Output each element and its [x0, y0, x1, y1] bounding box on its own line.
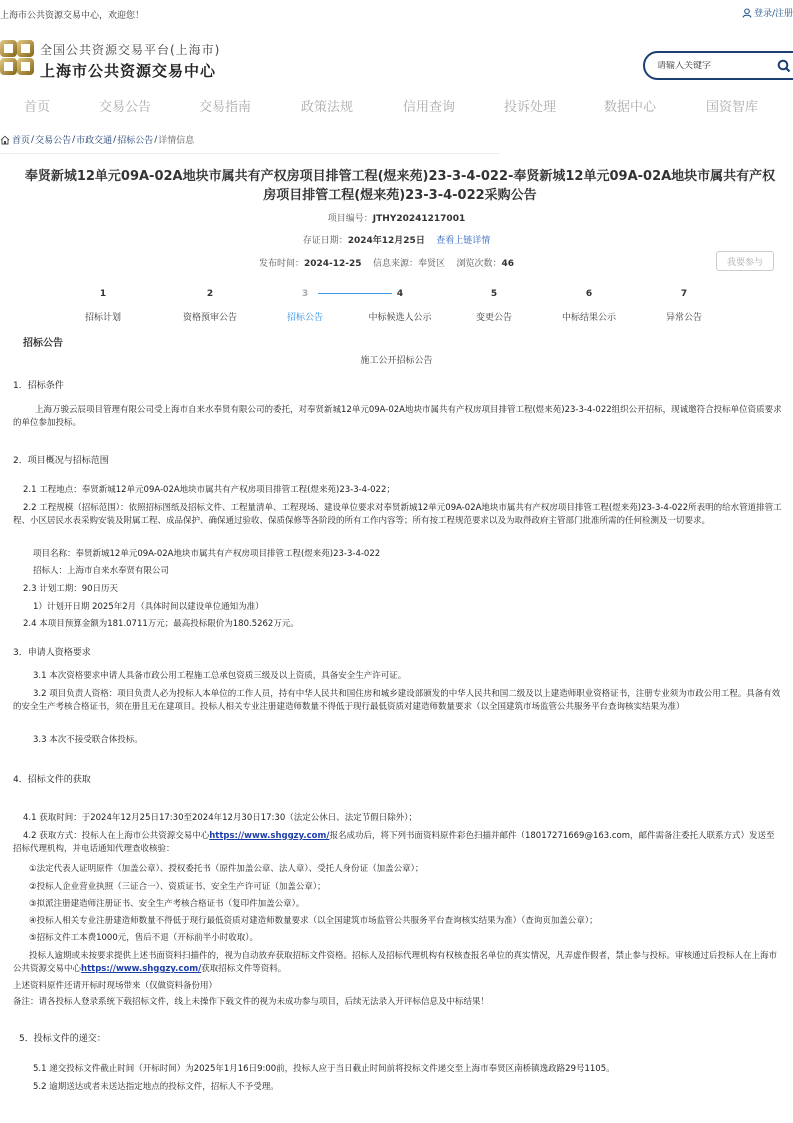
login-link[interactable]: [742, 6, 793, 19]
login-label[interactable]: 登录/注册: [753, 9, 793, 19]
s2-p22: 2.2 工程规模（招标范围）：依照招标图纸及招标文件、工程量清单、工程现场、建设单位要求对奉贤新城12单元09A-02A地块市属共有产权房项目排管工程(煜来苑)23-3-4-022所表明的给水管道排管工程、小区居民水表采购安装及附属工程、成品保护、确保通过验收、保质保修等各阶段的所有工作内容等；所有按工程规范要求以及为取得政府主管部门批准所需的任何检测及一切要求。: [13, 503, 782, 526]
step-label: 资格预审公告: [182, 313, 237, 323]
s2-p24: 2.4 本项目预算金额为181.0711万元；最高投标限价为180.5262万元。: [23, 619, 299, 629]
step-label: 招标计划: [84, 313, 121, 323]
publish-info: 发布时间：2024-12-25 信息来源：奉贤区 浏览次数：46: [258, 259, 515, 269]
main-nav: [0, 96, 793, 118]
s3-p33: 3.3 本次不接受联合体投标。: [33, 735, 143, 745]
step-label: 中标候选人公示: [368, 313, 432, 323]
step-number: 7: [680, 289, 688, 299]
s5-p51: 5.1 递交投标文件截止时间（开标时间）为2025年1月16日9:00前，投标人应于当日截止时间前将投标文件递交至上海市奉贤区南桥镇逸政路29号1105。: [33, 1064, 615, 1074]
publish-time: 2024-12-25: [303, 259, 362, 269]
s1-paragraph: 上海万骏云辰项目管理有限公司受上海市自来水奉贤有限公司的委托，对奉贤新城12单元09A-02A地块市属共有产权房项目排管工程(煜来苑)23-3-4-022组织公开招标，现诚邀符合投标单位资质要求的单位参加投标。: [13, 405, 782, 428]
s5-heading: 5．投标文件的递交：: [19, 1034, 106, 1044]
section-heading: 招标公告: [23, 338, 63, 349]
info-source: 奉贤区: [418, 259, 446, 269]
s2-tenderer: 招标人：上海市自来水奉贤有限公司: [33, 566, 170, 576]
nav-item-policies[interactable]: 政策法规: [301, 100, 354, 115]
breadcrumb-municipal[interactable]: 市政交通: [76, 136, 113, 146]
s2-project-name: 项目名称：奉贤新城12单元09A-02A地块市属共有产权房项目排管工程(煜来苑)23-3-4-022: [33, 549, 381, 559]
user-icon: [742, 8, 752, 18]
s5-p52: 5.2 逾期送达或者未送达指定地点的投标文件，招标人不予受理。: [33, 1082, 279, 1092]
step-label: 异常公告: [665, 313, 702, 323]
nav-item-trade-guide[interactable]: 交易指南: [199, 100, 252, 115]
step-label: 招标公告: [286, 313, 323, 323]
project-number: 项目编号：JTHY20241217001: [327, 214, 466, 224]
site-logo-icon: [0, 40, 34, 76]
s3-p31: 3.1 本次资格要求申请人具备市政公用工程施工总承包资质三级及以上资质，具备安全生产许可证。: [33, 671, 407, 681]
divider: [0, 153, 500, 154]
step-label: 中标结果公示: [561, 313, 616, 323]
step-tender-notice[interactable]: [260, 288, 350, 323]
step-number: 2: [206, 289, 214, 299]
nav-item-trade-notices[interactable]: 交易公告: [99, 100, 152, 115]
s4-item-3: ③拟派注册建造师注册证书、安全生产考核合格证书（复印件加盖公章）。: [29, 899, 305, 909]
step-abnormal-notice[interactable]: [639, 288, 729, 323]
site-subtitle: 全国公共资源交易平台(上海市): [40, 43, 221, 57]
chain-details-link[interactable]: 查看上链详情: [436, 236, 491, 246]
s2-p21: 2.1 工程地点：奉贤新城12单元09A-02A地块市属共有产权房项目排管工程(煜来苑)23-3-4-022；: [23, 485, 395, 495]
step-label: 变更公告: [475, 313, 512, 323]
participate-button[interactable]: 我要参与: [716, 251, 774, 271]
s4-p41: 4.1 获取时间：于2024年12月25日17:30至2024年12月30日17:30（法定公休日、法定节假日除外）；: [23, 813, 417, 823]
s3-heading: 3．申请人资格要求: [13, 648, 91, 658]
page-title: 奉贤新城12单元09A-02A地块市属共有产权房项目排管工程(煜来苑)23-3-4-022-奉贤新城12单元09A-02A地块市属共有产权房项目排管工程(煜来苑)23-3-4-022采购公告: [24, 169, 776, 203]
breadcrumb-trade-notices[interactable]: 交易公告: [35, 136, 72, 146]
s2-p23: 2.3 计划工期：90日历天: [23, 584, 119, 594]
document-title: 施工公开招标公告: [360, 356, 433, 366]
search-box: [643, 51, 793, 80]
s4-note: 备注：请各投标人登录系统下载招标文件，线上未操作下载文件的视为未成功参与项目，后续无法录入开评标信息及中标结果！: [13, 997, 490, 1007]
evidence-date-value: 2024年12月25日: [347, 236, 425, 246]
search-icon[interactable]: [777, 59, 791, 73]
step-number: 5: [490, 289, 498, 299]
step-prequal-notice[interactable]: [165, 288, 255, 323]
shggzy-link[interactable]: https://www.shggzy.com/: [209, 831, 330, 841]
s4-originals: 上述资料原件还请开标时现场带来（仅做资料备份用）: [13, 981, 218, 991]
step-candidate-notice[interactable]: [355, 288, 445, 323]
step-number: 1: [99, 289, 107, 299]
breadcrumb-current: 详情信息: [158, 136, 195, 146]
s4-heading: 4．招标文件的获取: [13, 775, 91, 785]
breadcrumb: 首页 / 交易公告 / 市政交通 / 招标公告 / 详情信息: [0, 133, 194, 146]
view-count: 46: [501, 259, 515, 269]
step-number: 6: [585, 289, 593, 299]
s1-heading: 1．招标条件: [13, 381, 64, 391]
nav-item-home[interactable]: 首页: [24, 100, 51, 115]
breadcrumb-tender-notice[interactable]: 招标公告: [117, 136, 154, 146]
step-number: 4: [396, 289, 404, 299]
s4-item-5: ⑤招标文件工本费1000元，售后不退（开标前半小时收取）。: [29, 933, 259, 943]
nav-item-data-center[interactable]: 数据中心: [604, 100, 657, 115]
site-title: 上海市公共资源交易中心: [40, 62, 217, 80]
search-input[interactable]: [657, 61, 767, 71]
s4-p42: 4.2 获取方式：投标人在上海市公共资源交易中心https://www.shggzy.com/报名成功后，将下列书面资料原件彩色扫描并邮件（18017271669@163.com，邮件需备注委托人联系方式）发送至招标代理机构，并电话通知代理查收核验：: [13, 831, 775, 854]
s4-item-1: ①法定代表人证明原件（加盖公章）、授权委托书（原件加盖公章、法人章）、受托人身份证（加盖公章）；: [29, 864, 424, 874]
s3-p32: 3.2 项目负责人资格：项目负责人必为投标人本单位的工作人员，持有中华人民共和国住房和城乡建设部颁发的中华人民共和国二级及以上建造师职业资格证书，注册专业须为市政公用工程。具备有效的安全生产考核合格证书，须在册且无在建项目。投标人相关专业注册建造师数量不得低于现行最低资质对建造师数量要求（以全国建筑市场监管公共服务平台查询核实结果为准）: [13, 689, 781, 712]
welcome-text: 上海市公共资源交易中心，欢迎您！: [0, 11, 145, 21]
step-number: 3: [301, 289, 309, 299]
step-tender-plan[interactable]: [58, 288, 148, 323]
evidence-date: 存证日期：2024年12月25日 查看上链详情: [302, 236, 491, 246]
nav-item-credit[interactable]: 信用查询: [403, 100, 456, 115]
s2-p23-1: 1）计划开日期 2025年2月（具体时间以建设单位通知为准）: [33, 602, 264, 612]
nav-item-think-tank[interactable]: 国资智库: [706, 100, 759, 115]
shggzy-link-2[interactable]: https://www.shggzy.com/: [81, 964, 202, 974]
s2-heading: 2．项目概况与招标范围: [13, 456, 109, 466]
breadcrumb-home[interactable]: 首页: [12, 136, 31, 146]
project-number-value: JTHY20241217001: [372, 214, 466, 224]
step-result-notice[interactable]: [544, 288, 634, 323]
process-steps: [0, 288, 793, 328]
s4-overdue: 投标人逾期或未按要求提供上述书面资料扫描件的，视为自动放弃获取招标文件资格。招标人及招标代理机构有权核查报名单位的真实情况，凡弄虚作假者，禁止参与投标。审核通过后投标人在上海市公共资源交易中心https://www.shggzy.com/获取招标文件等资料。: [13, 951, 778, 974]
home-icon: [0, 135, 10, 145]
nav-item-complaints[interactable]: 投诉处理: [504, 100, 557, 115]
s4-item-2: ②投标人企业营业执照（三证合一）、资质证书、安全生产许可证（加盖公章）；: [29, 882, 326, 892]
s4-item-4: ④投标人相关专业注册建造师数量不得低于现行最低资质对建造师数量要求（以全国建筑市场监管公共服务平台查询核实结果为准）（查询页加盖公章）；: [29, 916, 598, 926]
step-change-notice[interactable]: [449, 288, 539, 323]
